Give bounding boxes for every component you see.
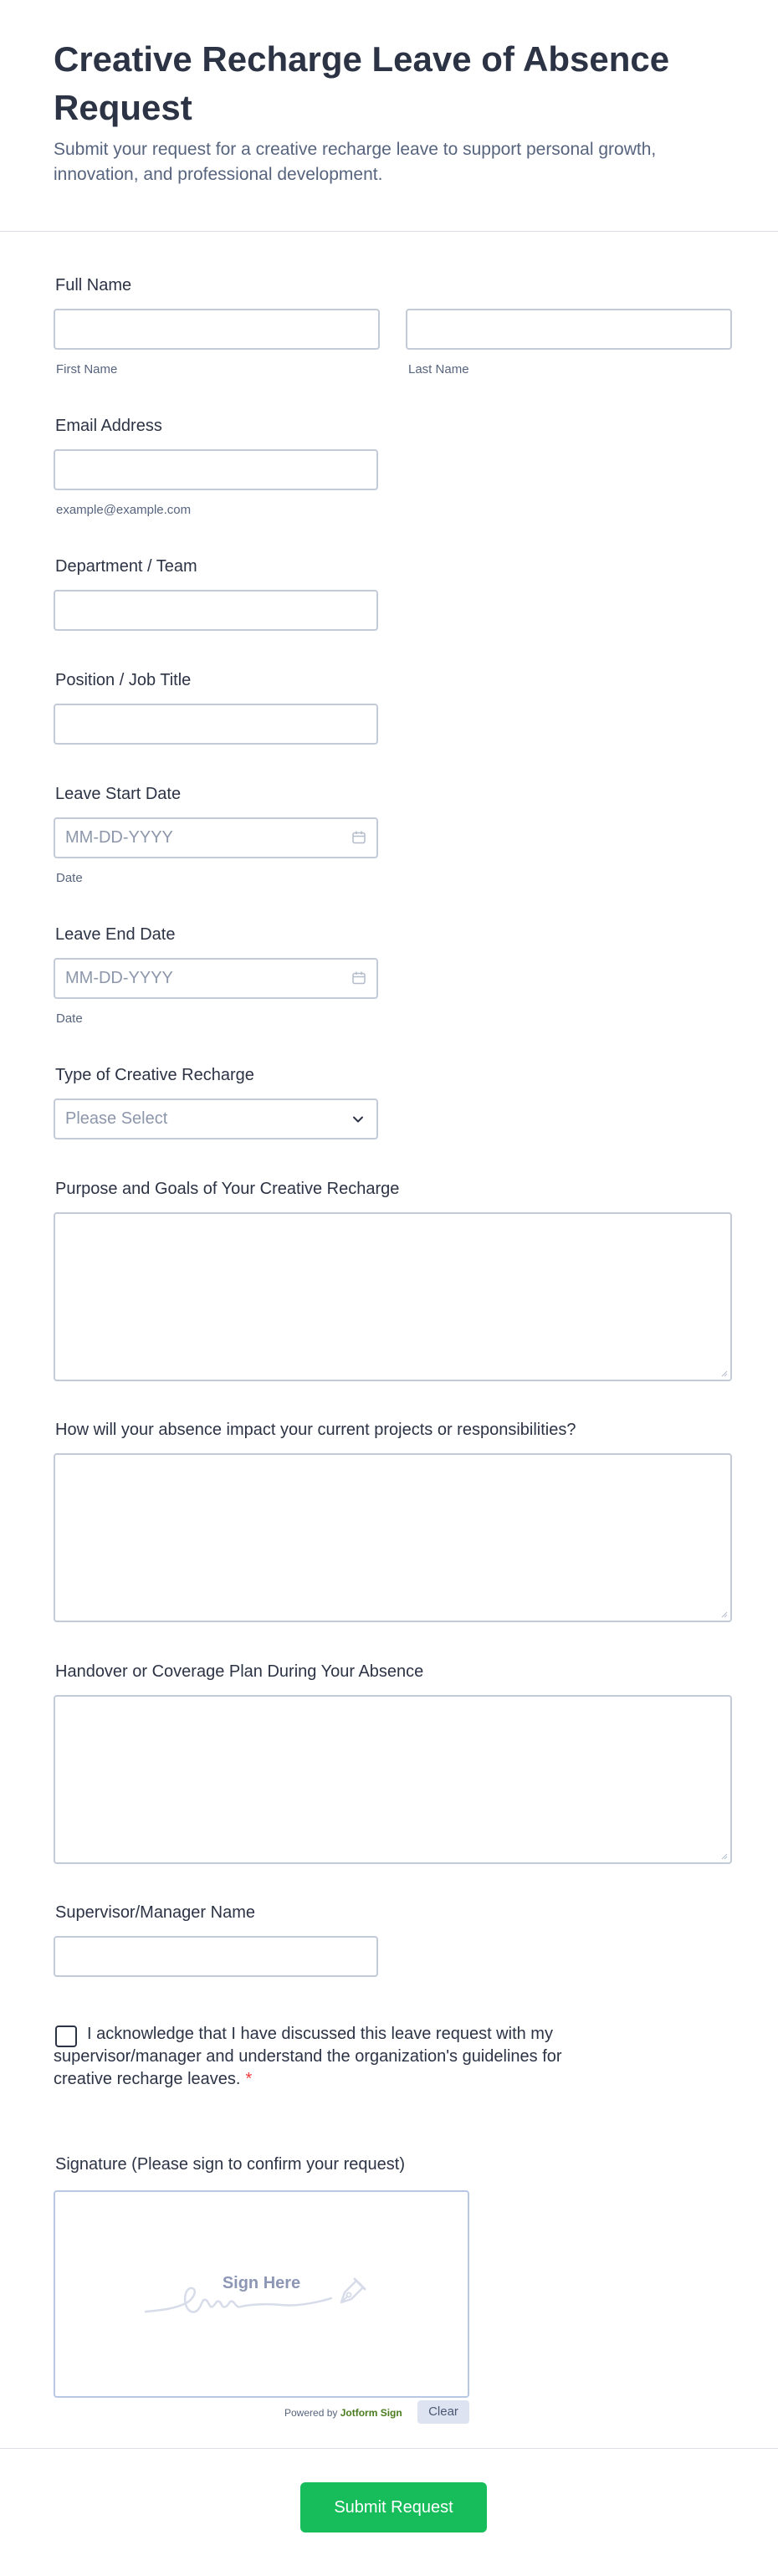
acknowledge-text xyxy=(54,2023,622,2091)
start-date-placeholder: MM-DD-YYYY xyxy=(65,828,173,847)
form-footer xyxy=(0,2448,778,2576)
chevron-down-icon xyxy=(350,1111,366,1128)
last-name-input[interactable] xyxy=(406,309,732,350)
submit-button[interactable]: Submit Request xyxy=(300,2482,487,2532)
signature-pad[interactable] xyxy=(54,2190,469,2398)
pen-nib-icon xyxy=(336,2274,370,2307)
position-input[interactable] xyxy=(54,704,378,745)
recharge-type-selected: Please Select xyxy=(65,1109,168,1128)
resize-handle-icon[interactable] xyxy=(719,1610,728,1618)
resize-handle-icon[interactable] xyxy=(719,1369,728,1377)
handover-label: Handover or Coverage Plan During Your Absence xyxy=(55,1662,424,1681)
signature-label: Signature (Please sign to confirm your request) xyxy=(55,2155,405,2174)
impact-textarea[interactable] xyxy=(54,1453,732,1622)
department-input[interactable] xyxy=(54,590,378,631)
position-label: Position / Job Title xyxy=(55,671,192,689)
end-date-label: Leave End Date xyxy=(55,925,176,944)
impact-label: How will your absence impact your current projects or responsibilities? xyxy=(55,1421,576,1439)
end-date-sublabel: Date xyxy=(56,1011,83,1026)
purpose-label: Purpose and Goals of Your Creative Recharge xyxy=(55,1180,400,1198)
form-header xyxy=(0,0,778,232)
end-date-placeholder: MM-DD-YYYY xyxy=(65,969,173,987)
start-date-sublabel: Date xyxy=(56,871,83,885)
form-title: Creative Recharge Leave of Absence Request xyxy=(54,39,670,127)
powered-by-text xyxy=(284,2406,402,2420)
full-name-label: Full Name xyxy=(55,276,132,294)
department-label: Department / Team xyxy=(55,557,197,576)
first-name-sublabel: First Name xyxy=(56,362,118,376)
recharge-type-select[interactable] xyxy=(54,1099,378,1139)
recharge-type-label: Type of Creative Recharge xyxy=(55,1066,254,1084)
start-date-label: Leave Start Date xyxy=(55,785,182,803)
form-subtitle: Submit your request for a creative recharge leave to support personal growth, innovation, and professional development. xyxy=(54,140,657,184)
powered-prefix: Powered by xyxy=(284,2407,340,2419)
purpose-textarea[interactable] xyxy=(54,1212,732,1381)
signature-hint: Sign Here xyxy=(222,2274,301,2292)
supervisor-input[interactable] xyxy=(54,1936,378,1977)
clear-signature-button[interactable]: Clear xyxy=(417,2400,469,2424)
handover-textarea[interactable] xyxy=(54,1695,732,1864)
calendar-icon[interactable] xyxy=(351,970,366,986)
email-sublabel: example@example.com xyxy=(56,503,192,517)
calendar-icon[interactable] xyxy=(351,830,366,845)
email-input[interactable] xyxy=(54,449,378,490)
supervisor-label: Supervisor/Manager Name xyxy=(55,1903,255,1922)
first-name-input[interactable] xyxy=(54,309,380,350)
email-label: Email Address xyxy=(55,417,162,435)
resize-handle-icon[interactable] xyxy=(719,1851,728,1860)
start-date-input[interactable] xyxy=(54,817,378,858)
last-name-sublabel: Last Name xyxy=(408,362,469,376)
end-date-input[interactable] xyxy=(54,958,378,999)
jotform-sign-brand[interactable]: Jotform Sign xyxy=(340,2407,402,2419)
required-asterisk: * xyxy=(245,2070,253,2088)
acknowledge-label[interactable]: I acknowledge that I have discussed this leave request with my supervisor/manager and understand the organization's guidelines for creative recharge leaves. xyxy=(54,2025,562,2088)
